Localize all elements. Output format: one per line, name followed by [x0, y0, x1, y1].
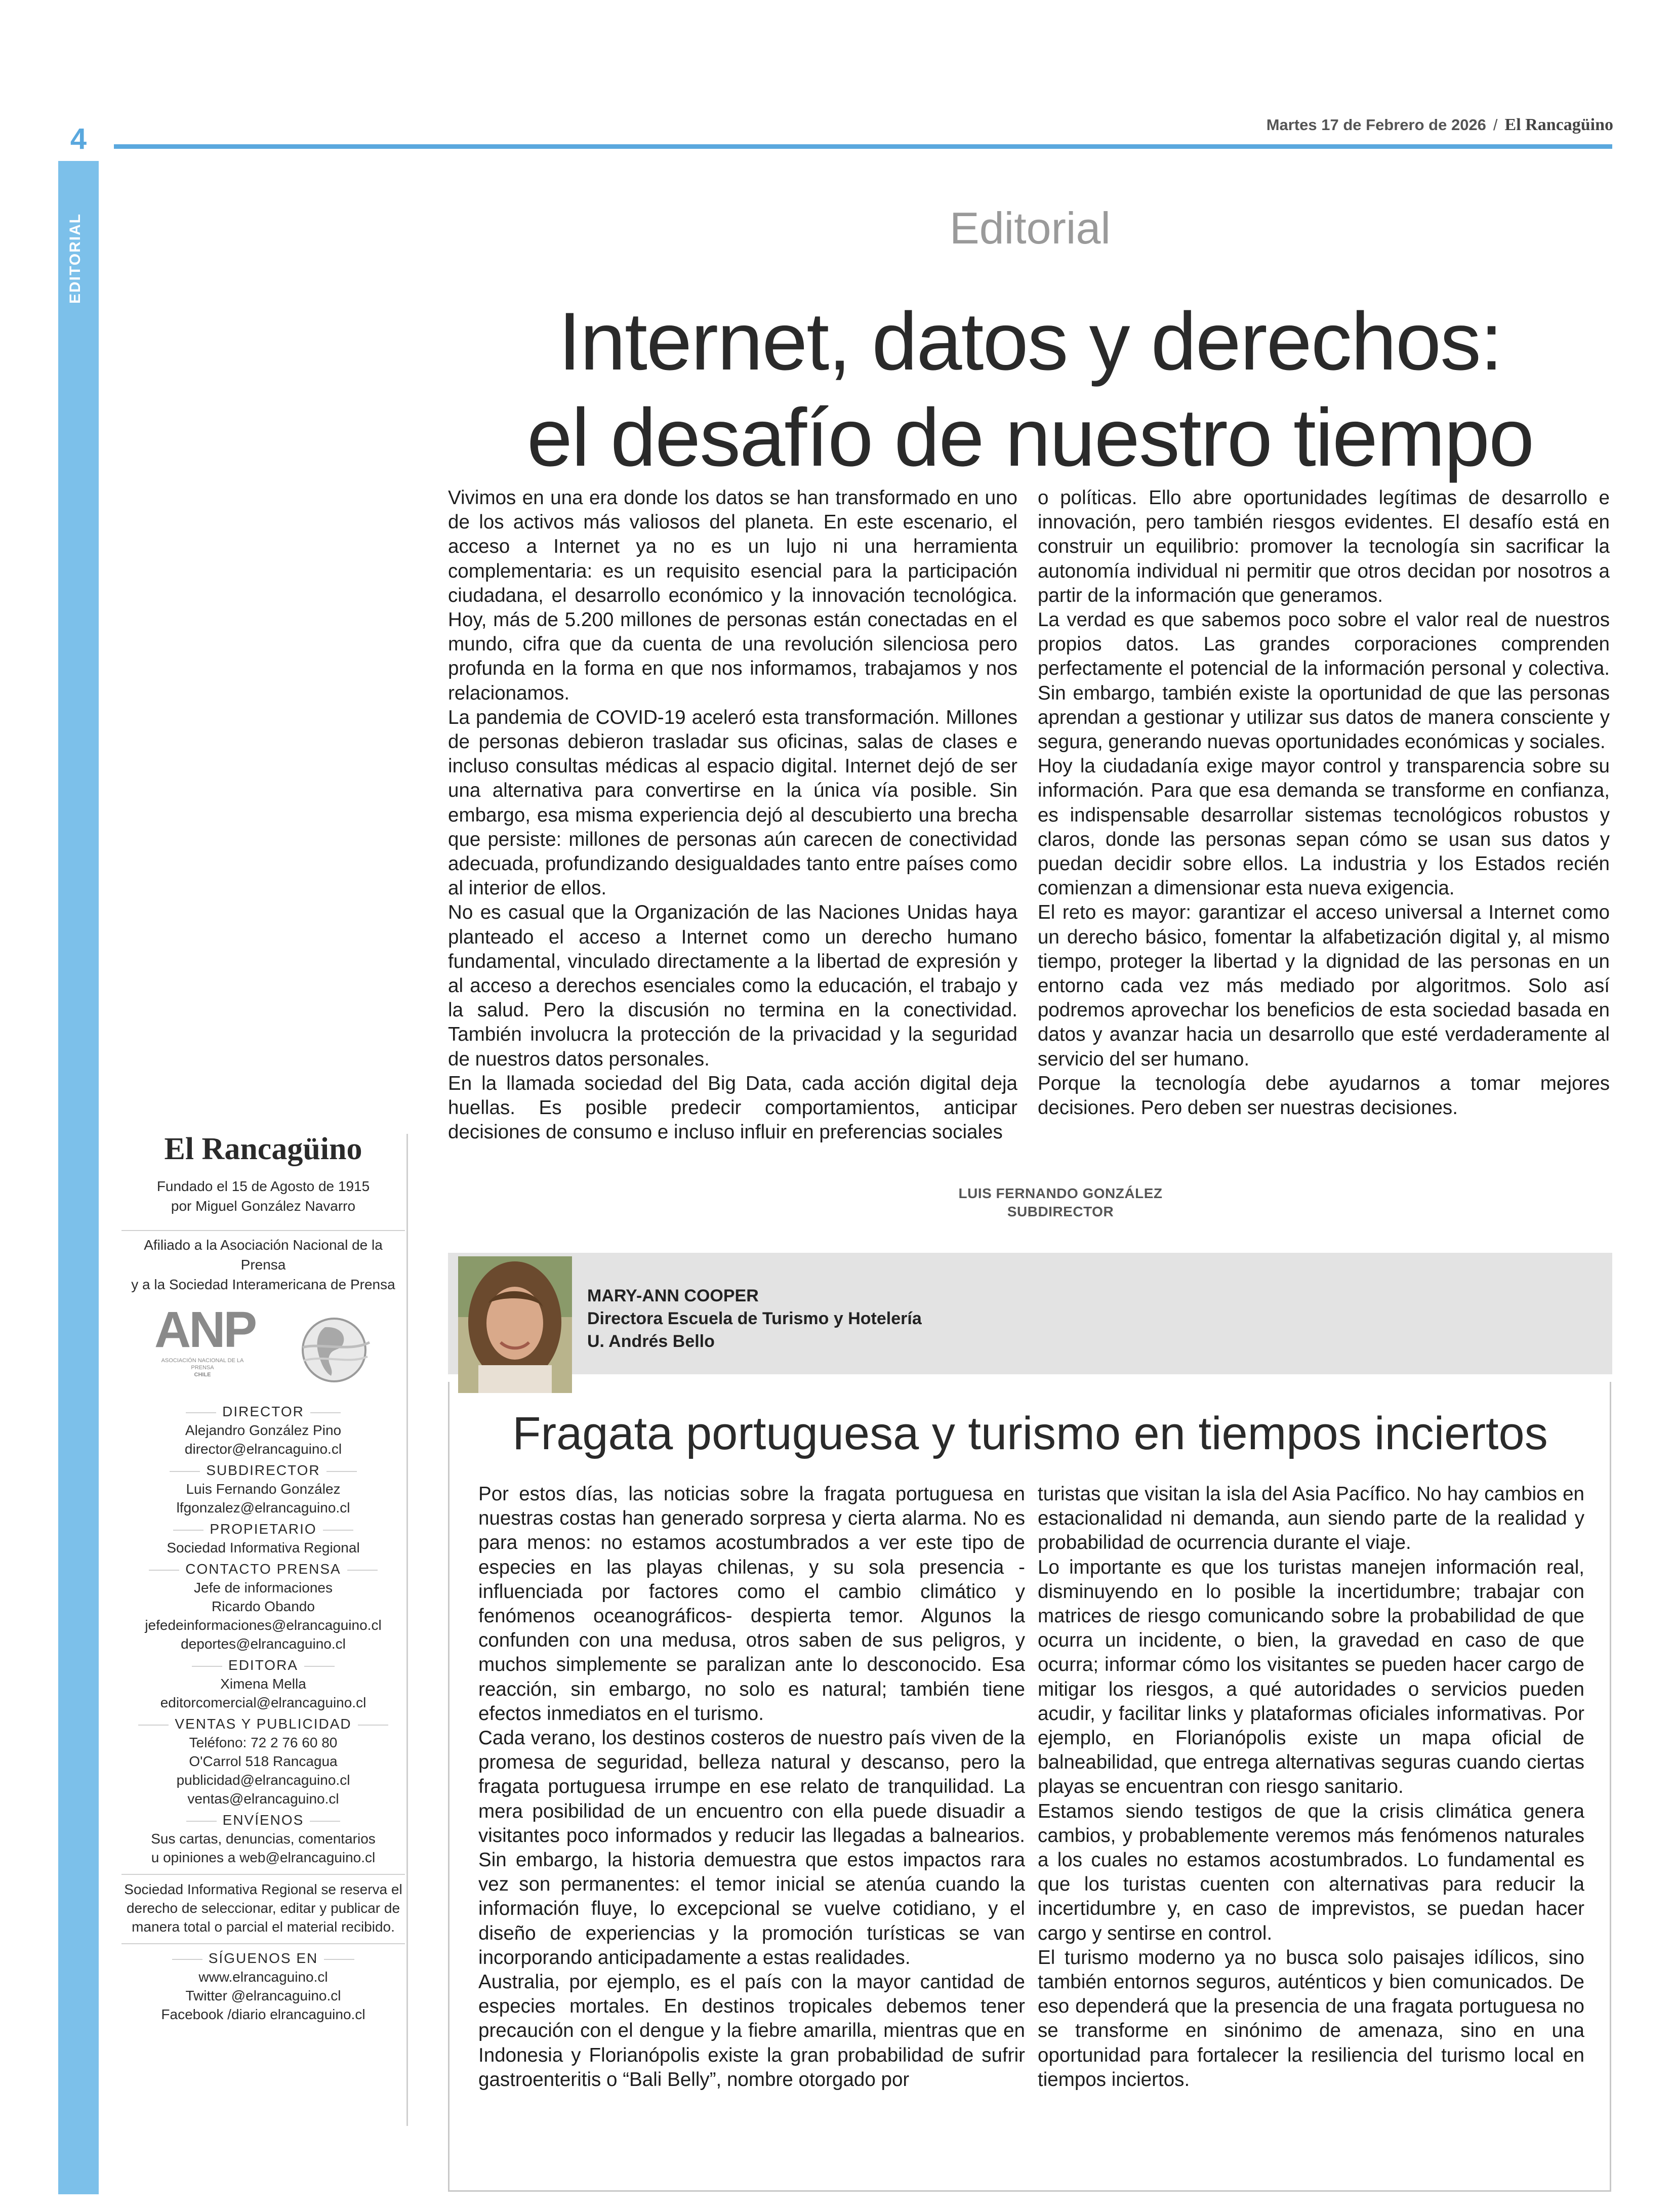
editorial-paragraph: La pandemia de COVID-19 aceleró esta transformación. Millones de personas debieron trasladar sus oficinas, salas de clases e incluso consultas médicas al espacio digital. Internet dejó de ser una alternativa para convertirse en la única vía posible. Sin embargo, esa misma experiencia dejó al descubierto una brecha que persiste: millones de personas aún carecen de conectividad adecuada, profundizando desigualdades tanto entre países como al interior de ellos. — [448, 706, 1017, 899]
editorial-paragraph: No es casual que la Organización de las Naciones Unidas haya planteado el acceso a Internet como un derecho humano fundamental, vinculado directamente a la libertad de expresión y al acceso a derechos esenciales como la educación, el trabajo y la salud. Pero la discusión no termina en la conectividad. También involucra la protección de la privacidad y la seguridad de nuestros datos personales. — [448, 902, 1017, 1070]
follow-twitter: Twitter @elrancaguino.cl — [185, 1988, 341, 2003]
author-organization: U. Andrés Bello — [587, 1332, 715, 1351]
masthead-affiliation: y a la Sociedad Interamericana de Prensa — [131, 1277, 395, 1292]
author-portrait-image — [458, 1256, 572, 1393]
header-date: Martes 17 de Febrero de 2026 — [1266, 116, 1486, 134]
director-name: Alejandro González Pino — [185, 1422, 342, 1438]
anp-logo-mark: ANP — [154, 1301, 256, 1358]
masthead-paper-name: El Rancagüino — [164, 1132, 362, 1166]
follow-facebook: Facebook /diario elrancaguino.cl — [161, 2006, 365, 2022]
signature-role: SUBDIRECTOR — [1007, 1204, 1114, 1219]
editorial-paragraph: o políticas. Ello abre oportunidades legítimas de desarrollo e innovación, pero también riesgos evidentes. El desafío está en construir un equilibrio: promover la tecnología sin sacrificar la autonomía individual ni permitir que otros decidan por nosotros a partir de la información que generamos. — [1038, 487, 1610, 606]
sales-email: ventas@elrancaguino.cl — [187, 1791, 339, 1807]
header-paper-name: El Rancagüino — [1504, 115, 1613, 134]
affiliation-logos — [121, 1299, 405, 1396]
author-name: MARY-ANN COOPER — [587, 1286, 759, 1305]
follow-web: www.elrancaguino.cl — [198, 1969, 328, 1985]
opinion-paragraph: El turismo moderno ya no busca solo paisajes idílicos, sino también entornos seguros, auténticos y bien comunicados. De eso dependerá que la presencia de una fragata portuguesa no se transforme en sinónimo de amenaza, sino en una oportunidad para fortalecer la resiliencia del turismo local en tiempos inciertos. — [1038, 1946, 1584, 2091]
editorial-column-2 — [1038, 486, 1610, 1120]
masthead-affiliation: Afiliado a la Asociación Nacional de la Prensa — [144, 1237, 383, 1273]
opinion-author — [587, 1285, 922, 1353]
masthead-heading: SUBDIRECTOR — [121, 1461, 405, 1480]
owner-name: Sociedad Informativa Regional — [167, 1540, 360, 1555]
editorial-paragraph: En la llamada sociedad del Big Data, cada acción digital deja huellas. Es posible predecir comportamientos, anticipar decisiones de consumo e incluso influir en preferencias sociales — [448, 1072, 1017, 1143]
rights-text: derecho de seleccionar, editar y publicar de — [126, 1900, 400, 1916]
masthead-heading: SÍGUENOS EN — [121, 1949, 405, 1968]
opinion-paragraph: turistas que visitan la isla del Asia Pacífico. No hay cambios en estacionalidad ni demanda, aun siendo parte de la realidad y probabilidad de ocurrencia durante el viaje. — [1038, 1483, 1584, 1554]
subdirector-name: Luis Fernando González — [186, 1481, 341, 1497]
author-photo — [458, 1256, 572, 1393]
anp-logo-caption: ASOCIACIÓN NACIONAL DE LA PRENSA — [161, 1358, 244, 1371]
masthead-rule — [121, 1943, 405, 1944]
sales-phone: Teléfono: 72 2 76 60 80 — [189, 1735, 338, 1750]
sales-address: O'Carrol 518 Rancagua — [189, 1753, 338, 1769]
section-label: EDITORIAL — [67, 213, 84, 304]
masthead-divider — [406, 1134, 408, 2126]
editorial-title-line-2: el desafío de nuestro tiempo — [526, 392, 1534, 483]
press-email: deportes@elrancaguino.cl — [181, 1636, 346, 1652]
masthead-heading: CONTACTO PRENSA — [121, 1560, 405, 1578]
opinion-column-1 — [478, 1482, 1025, 2092]
editor-name: Ximena Mella — [220, 1676, 306, 1692]
anp-logo-country: CHILE — [194, 1372, 211, 1378]
editorial-section-heading: Editorial — [950, 203, 1111, 253]
press-role: Jefe de informaciones — [194, 1580, 333, 1595]
sip-globe-logo — [294, 1312, 375, 1388]
send-text: u opiniones a web@elrancaguino.cl — [151, 1850, 376, 1865]
masthead-heading: ENVÍENOS — [121, 1811, 405, 1829]
editorial-paragraph: La verdad es que sabemos poco sobre el valor real de nuestros propios datos. Las grandes corporaciones comprenden perfectamente el potencial de la información personal y colectiva. Sin embargo, también existe la oportunidad de que las personas aprendan a gestionar y utilizar sus datos de manera consciente y segura, generando nuevas oportunidades económicas y sociales. — [1038, 609, 1610, 753]
opinion-column-2 — [1038, 1482, 1584, 2092]
masthead — [121, 1131, 405, 2024]
anp-logo — [154, 1301, 256, 1378]
editorial-paragraph: El reto es mayor: garantizar el acceso universal a Internet como un derecho básico, fomentar la alfabetización digital y, al mismo tiempo, proteger la libertad y la dignidad de las personas en un entorno cada vez más mediado por algoritmos. Solo así podremos aprovechar los beneficios de esta sociedad basada en datos y avanzar hacia un desarrollo que esté verdaderamente al servicio del ser humano. — [1038, 902, 1610, 1070]
masthead-heading: VENTAS Y PUBLICIDAD — [121, 1715, 405, 1733]
subdirector-email: lfgonzalez@elrancaguino.cl — [176, 1500, 350, 1515]
editorial-paragraph: Vivimos en una era donde los datos se han transformado en uno de los activos más valiosos del planeta. En este escenario, el acceso a Internet ya no es un lujo ni una herramienta complementaria: es un requisito esencial para la participación ciudadana, el desarrollo económico y la innovación tecnológica. Hoy, más de 5.200 millones de personas están conectadas en el mundo, cifra que da cuenta de una revolución silenciosa pero profunda en la forma en que nos informamos, trabajamos y nos relacionamos. — [448, 487, 1017, 704]
press-name: Ricardo Obando — [212, 1599, 315, 1614]
masthead-founded: Fundado el 15 de Agosto de 1915 — [156, 1178, 370, 1194]
editor-email: editorcomercial@elrancaguino.cl — [160, 1695, 366, 1710]
masthead-rule — [121, 1874, 405, 1875]
director-email: director@elrancaguino.cl — [184, 1441, 342, 1457]
sales-email: publicidad@elrancaguino.cl — [176, 1772, 350, 1788]
editorial-title-line-1: Internet, datos y derechos: — [558, 296, 1502, 387]
opinion-paragraph: Por estos días, las noticias sobre la fragata portuguesa en nuestras costas han generado sorpresa y cierta alarma. No es para menos: no estamos acostumbrados a ver este tipo de especies en las playas chilenas, y su sola presencia -influenciada por factores como el cambio climático y fenómenos oceanográficos- despierta temor. Algunos la confunden con una medusa, otros saben de sus peligros, y muchos simplemente se paralizan ante lo desconocido. Esa reacción, sin embargo, no solo es natural; también tiene efectos inmediatos en el turismo. — [478, 1483, 1025, 1725]
opinion-paragraph: Estamos siendo testigos de que la crisis climática genera cambios, y probablemente veremos más fenómenos naturales a los cuales no estamos acostumbrados. Lo fundamental es que los turistas cuenten con alternativas para reducir la incertidumbre y, en caso de imprevistos, se puedan hacer cargo y sentirse en control. — [1038, 1800, 1584, 1944]
section-side-strip — [58, 119, 99, 2194]
masthead-heading: DIRECTOR — [121, 1403, 405, 1421]
page-number: 4 — [57, 117, 100, 161]
send-text: Sus cartas, denuncias, comentarios — [151, 1831, 376, 1847]
opinion-paragraph: Cada verano, los destinos costeros de nuestro país viven de la promesa de seguridad, belleza natural y descanso, pero la fragata portuguesa irrumpe en ese relato de tranquilidad. La mera posibilidad de un encuentro con ella puede disuadir a visitantes poco informados y reducir las llegadas a balnearios. Sin embargo, la historia demuestra que estos impactos rara vez son permanentes: el temor inicial se atenúa cuando la información fluye, lo excepcional se vuelve cotidiano, y el diseño de experiencias y la promoción turísticas se van incorporando anticipadamente a estas realidades. — [478, 1727, 1025, 1969]
opinion-paragraph: Lo importante es que los turistas manejen información real, disminuyendo en lo posible la incertidumbre; trabajar con matrices de riesgo comunicando sobre la probabilidad de que ocurra un incidente, o bien, la gravedad en caso de que ocurra; informar cómo los visitantes se pueden hacer cargo de mitigar los riesgos, a qué autoridades o servicios pueden acudir, y facilitar links y plataformas oficiales informativas. Por ejemplo, en Florianópolis existe un mapa oficial de balneabilidad, que entrega alternativas seguras cuando ciertas playas se encuentran con riesgo sanitario. — [1038, 1556, 1584, 1798]
masthead-founder: por Miguel González Navarro — [171, 1198, 356, 1214]
opinion-paragraph: Australia, por ejemplo, es el país con la mayor cantidad de especies mortales. En destinos tropicales debemos tener precaución con el dengue y la fiebre amarilla, mientras que en Indonesia y Florianópolis existe la gran probabilidad de sufrir gastroenteritis o “Bali Belly”, nombre otorgado por — [478, 1971, 1025, 2091]
masthead-heading: EDITORA — [121, 1656, 405, 1674]
masthead-rule — [121, 1230, 405, 1231]
press-email: jefedeinformaciones@elrancaguino.cl — [145, 1617, 382, 1633]
editorial-signature — [828, 1184, 1293, 1221]
header-separator: / — [1493, 116, 1498, 134]
rights-text: Sociedad Informativa Regional se reserva el — [124, 1881, 402, 1897]
editorial-title — [448, 294, 1612, 486]
page-header — [1267, 115, 1613, 135]
header-rule — [114, 144, 1612, 149]
editorial-paragraph: Porque la tecnología debe ayudarnos a tomar mejores decisiones. Pero deben ser nuestras decisiones. — [1038, 1072, 1610, 1119]
signature-name: LUIS FERNANDO GONZÁLEZ — [958, 1185, 1163, 1201]
editorial-column-1 — [448, 486, 1017, 1144]
author-role: Directora Escuela de Turismo y Hotelería — [587, 1309, 922, 1328]
rights-text: manera total o parcial el material recibido. — [132, 1919, 395, 1935]
masthead-heading: PROPIETARIO — [121, 1520, 405, 1538]
opinion-title: Fragata portuguesa y turismo en tiempos inciertos — [512, 1408, 1548, 1459]
editorial-paragraph: Hoy la ciudadanía exige mayor control y transparencia sobre su información. Para que esa demanda se transforme en confianza, es indispensable desarrollar sistemas tecnológicos robustos y claros, donde las personas sepan cómo se usan sus datos y puedan decidir sobre ellos. La industria y los Estados recién comienzan a dimensionar esta nueva exigencia. — [1038, 755, 1610, 899]
